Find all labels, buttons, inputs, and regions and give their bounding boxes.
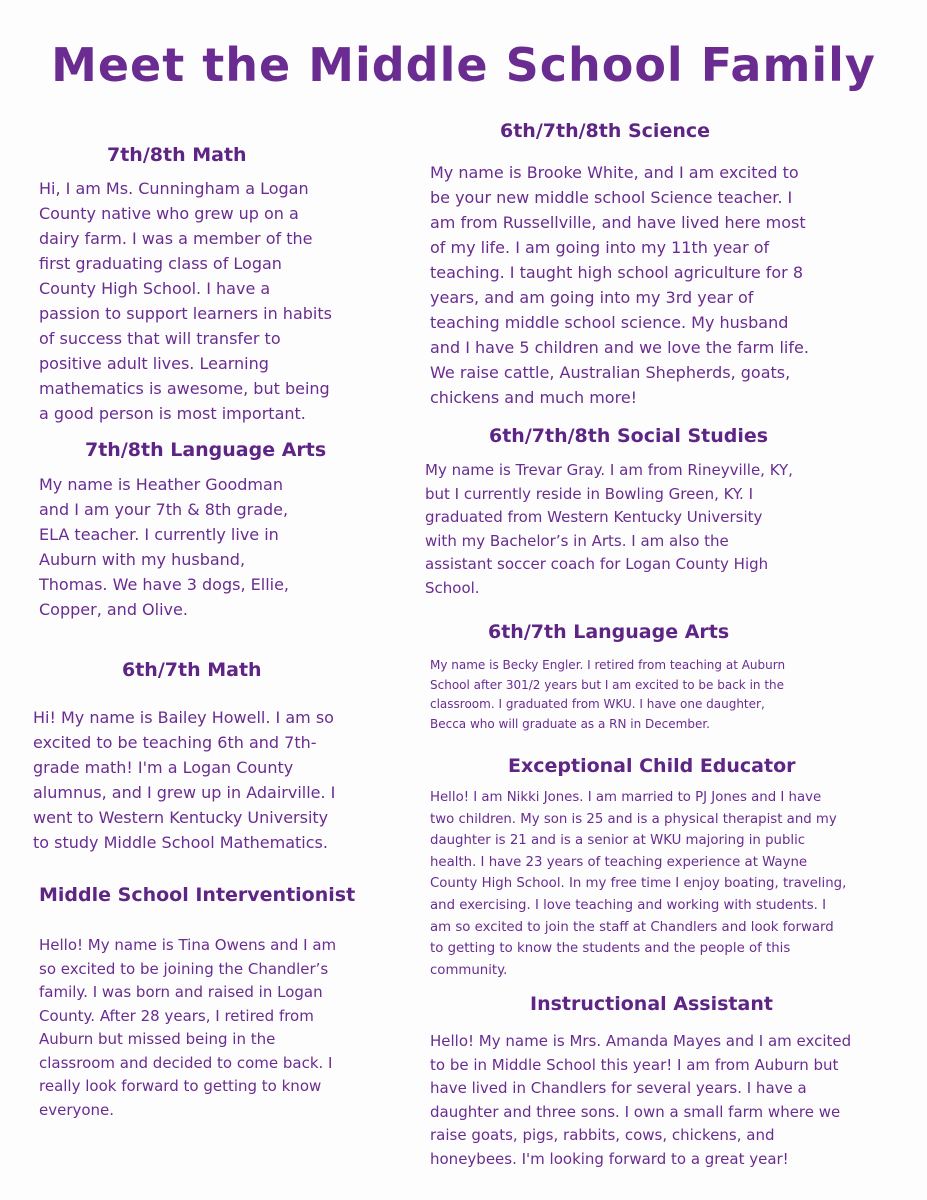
bio-line: Becca who will graduate as a RN in December. (430, 716, 710, 731)
bio-exceptional-child (430, 787, 846, 981)
heading-math-78: 7th/8th Math (107, 144, 247, 166)
bio-line: ELA teacher. I currently live in (39, 525, 279, 544)
bio-line: Copper, and Olive. (39, 600, 188, 619)
bio-line: assistant soccer coach for Logan County High (425, 555, 769, 573)
bio-line: positive adult lives. Learning (39, 354, 269, 373)
bio-line: have lived in Chandlers for several years. I have a (430, 1079, 807, 1097)
bio-line: but I currently reside in Bowling Green, KY. I (425, 484, 754, 503)
bio-line: daughter and three sons. I own a small farm where we (430, 1102, 841, 1121)
bio-line: School after 301/2 years but I am excited to be back in the (430, 677, 785, 692)
bio-math-78 (39, 176, 332, 426)
bio-line: to getting to know the students and the people of this (430, 941, 791, 957)
bio-line: community. (430, 962, 508, 978)
bio-language-arts-78 (39, 472, 289, 622)
bio-line: My name is Brooke White, and I am excited to (430, 163, 799, 182)
bio-line: Hi, I am Ms. Cunningham a Logan (39, 179, 309, 198)
bio-line: Hi! My name is Bailey Howell. I am so (33, 708, 334, 727)
heading-instructional-assistant: Instructional Assistant (530, 993, 773, 1015)
bio-line: Hello! I am Nikki Jones. I am married to PJ Jones and I have (430, 790, 822, 805)
bio-line: excited to be teaching 6th and 7th- (33, 733, 317, 752)
bio-line: with my Bachelor’s in Arts. I am also the (425, 531, 729, 550)
bio-line: School. (425, 578, 480, 597)
heading-science: 6th/7th/8th Science (500, 120, 711, 142)
bio-line: daughter is 21 and is a senior at WKU majoring in public (430, 833, 806, 849)
bio-line: so excited to be joining the Chandler’s (39, 959, 329, 978)
heading-exceptional-child: Exceptional Child Educator (508, 755, 796, 777)
bio-line: raise goats, pigs, rabbits, cows, chickens, and (430, 1126, 775, 1144)
bio-line: went to Western Kentucky University (33, 808, 329, 827)
bio-social-studies (425, 459, 793, 600)
bio-line: We raise cattle, Australian Shepherds, goats, (430, 363, 791, 382)
bio-line: County native who grew up on a (39, 204, 299, 223)
bio-line: family. I was born and raised in Logan (39, 983, 323, 1001)
bio-line: am from Russellville, and have lived here most (430, 213, 806, 232)
heading-social-studies: 6th/7th/8th Social Studies (489, 425, 769, 447)
bio-line: Thomas. We have 3 dogs, Ellie, (39, 575, 290, 594)
bio-line: My name is Heather Goodman (39, 475, 283, 494)
bio-line: County High School. In my free time I enjoy boating, traveling, (430, 876, 847, 892)
bio-line: am so excited to join the staff at Chandlers and look forward (430, 919, 834, 935)
bio-line: chickens and much more! (430, 388, 638, 407)
heading-language-arts-67: 6th/7th Language Arts (488, 621, 730, 643)
bio-line: honeybees. I'm looking forward to a great year! (430, 1149, 789, 1168)
bio-line: and exercising. I love teaching and working with students. I (430, 897, 827, 913)
bio-line: and I am your 7th & 8th grade, (39, 500, 289, 519)
bio-language-arts-67 (430, 656, 785, 734)
bio-line: mathematics is awesome, but being (39, 379, 330, 398)
bio-line: of success that will transfer to (39, 329, 281, 348)
bio-line: graduated from Western Kentucky University (425, 508, 763, 526)
bio-line: County High School. I have a (39, 279, 271, 298)
bio-line: Hello! My name is Mrs. Amanda Mayes and I am excited (430, 1032, 852, 1050)
bio-line: Auburn with my husband, (39, 550, 246, 569)
bio-line: passion to support learners in habits (39, 304, 332, 323)
bio-line: teaching middle school science. My husband (430, 313, 789, 332)
bio-line: classroom. I graduated from WKU. I have one daughter, (430, 697, 765, 711)
heading-interventionist: Middle School Interventionist (39, 884, 356, 906)
bio-line: really look forward to getting to know (39, 1077, 322, 1095)
bio-line: teaching. I taught high school agriculture for 8 (430, 263, 804, 282)
bio-line: be your new middle school Science teacher. I (430, 188, 793, 207)
bio-line: years, and am going into my 3rd year of (430, 288, 754, 307)
bio-line: dairy farm. I was a member of the (39, 229, 313, 248)
bio-line: and I have 5 children and we love the farm life. (430, 338, 809, 357)
bio-line: of my life. I am going into my 11th year of (430, 238, 770, 257)
bio-line: grade math! I'm a Logan County (33, 758, 294, 777)
heading-language-arts-78: 7th/8th Language Arts (85, 439, 327, 461)
bio-line: My name is Becky Engler. I retired from teaching at Auburn (430, 658, 786, 672)
bio-line: Auburn but missed being in the (39, 1030, 276, 1048)
bio-line: health. I have 23 years of teaching experience at Wayne (430, 854, 808, 870)
bio-math-67 (33, 705, 335, 855)
bio-line: alumnus, and I grew up in Adairville. I (33, 783, 336, 802)
bio-line: a good person is most important. (39, 404, 306, 423)
bio-science (430, 160, 809, 410)
bio-line: everyone. (39, 1100, 115, 1119)
bio-line: County. After 28 years, I retired from (39, 1006, 314, 1025)
bio-interventionist (39, 934, 336, 1122)
bio-line: to be in Middle School this year! I am from Auburn but (430, 1055, 839, 1074)
bio-line: first graduating class of Logan (39, 254, 282, 273)
bio-instructional-assistant (430, 1030, 851, 1171)
bio-line: to study Middle School Mathematics. (33, 833, 328, 852)
bio-line: Hello! My name is Tina Owens and I am (39, 936, 337, 954)
heading-math-67: 6th/7th Math (122, 659, 262, 681)
bio-line: classroom and decided to come back. I (39, 1053, 333, 1072)
bio-line: My name is Trevar Gray. I am from Rineyville, KY, (425, 461, 793, 479)
bio-line: two children. My son is 25 and is a physical therapist and my (430, 811, 837, 827)
page-title: Meet the Middle School Family (51, 38, 876, 92)
